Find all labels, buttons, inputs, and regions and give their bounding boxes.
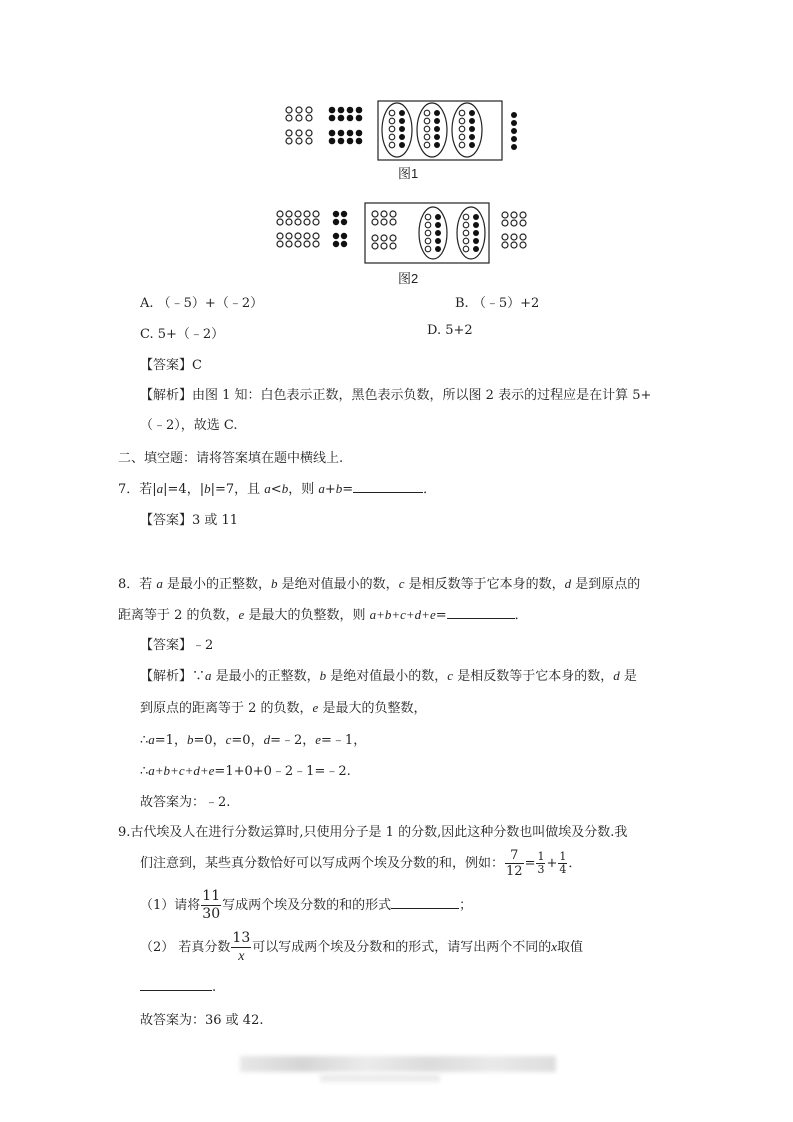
q6-answer: 【答案】C <box>140 358 202 373</box>
fig2-white-in-box <box>372 211 396 249</box>
q9-part1: （1）请将 $\frac{11}{30}$ 写成两个埃及分数的和的形式 ； <box>140 888 473 922</box>
fig2-white-right <box>502 212 526 248</box>
footer-watermark <box>240 1056 556 1072</box>
fig2-black-left <box>333 211 347 247</box>
q8-blank[interactable] <box>447 606 515 619</box>
fraction-13-x: $\frac{13}{x}$ <box>232 930 251 964</box>
q6-analysis-line2: （﹣2），故选 C. <box>140 418 238 433</box>
option-d: D. 5+2 <box>427 323 473 338</box>
q7-question: 7．若|a|=4，|b|=7，且 a<b，则 a+b= ． <box>118 481 437 497</box>
fig1-black-group <box>329 107 363 145</box>
q6-analysis-line1: 【解析】由图 1 知：白色表示正数，黑色表示负数，所以图 2 表示的过程应是在计算 5+ <box>140 388 652 403</box>
q9-part2-blank-line: . <box>140 978 216 995</box>
option-c: C. 5+（﹣2） <box>140 327 225 342</box>
q9-part2: （2） 若真分数 $\frac{13}{x}$ 可以写成两个埃及分数和的形式，请写出两个不同的x取值 <box>140 930 584 964</box>
q8-analysis-line4: ∴a+b+c+d+e=1+0+0﹣2﹣1=﹣2. <box>140 763 351 779</box>
option-b: B. （﹣5）+2 <box>455 296 540 311</box>
q8-line2: 距离等于 2 的负数，e 是最大的负整数，则 a+b+c+d+e= ． <box>118 607 528 623</box>
figure-2 <box>274 200 534 268</box>
fig1-box <box>378 101 502 160</box>
q9-final: 故答案为：36 或 42. <box>140 1013 264 1028</box>
fig1-caption: 图1 <box>398 166 419 181</box>
fig2-caption: 图2 <box>398 271 419 286</box>
q7-blank[interactable] <box>353 480 423 493</box>
fraction-7-12: $\frac{7}{12}$ <box>506 848 523 879</box>
q7-answer: 【答案】3 或 11 <box>140 513 239 528</box>
q8-analysis-line1: 【解析】∵a 是最小的正整数，b 是绝对值最小的数，c 是相反数等于它本身的数，d 是 <box>140 668 637 684</box>
section-heading: 二、填空题：请将答案填在题中横线上. <box>118 451 344 466</box>
figure-1 <box>282 98 522 164</box>
fraction-1-3: $\frac{1}{3}$ <box>537 850 545 876</box>
fig2-white-left <box>277 211 319 247</box>
footer-watermark-sub <box>320 1074 440 1082</box>
q9-part1-blank[interactable] <box>391 896 459 909</box>
fraction-1-4: $\frac{1}{4}$ <box>559 850 567 876</box>
q8-answer: 【答案】﹣2 <box>140 638 214 653</box>
fig1-white-group <box>286 107 312 144</box>
q9-part2-blank[interactable] <box>140 978 212 991</box>
q9-line2: 们注意到，某些真分数恰好可以写成两个埃及分数的和，例如： $\frac{7}{12}$ = $\frac{1}{3}$ + $\frac{1}{4}$ ． <box>140 848 582 879</box>
fraction-11-30: $\frac{11}{30}$ <box>202 888 221 922</box>
fig2-box <box>365 203 489 263</box>
q8-final: 故答案为：﹣2. <box>140 795 231 810</box>
q8-analysis-line2: 到原点的距离等于 2 的负数，e 是最大的负整数， <box>140 700 427 716</box>
q9-line1: 9.古代埃及人在进行分数运算时,只使用分子是 1 的分数,因此这种分数也叫做埃及分数.我 <box>118 825 628 840</box>
q8-line1: 8．若 a 是最小的正整数，b 是绝对值最小的数，c 是相反数等于它本身的数，d 是到原点的 <box>118 576 641 592</box>
q8-analysis-line3: ∴a=1，b=0，c=0，d=﹣2，e=﹣1， <box>140 732 367 748</box>
fig1-right-black <box>511 112 517 150</box>
fig1-ellipses <box>382 103 482 157</box>
option-a: A. （﹣5）+（﹣2） <box>140 296 264 311</box>
